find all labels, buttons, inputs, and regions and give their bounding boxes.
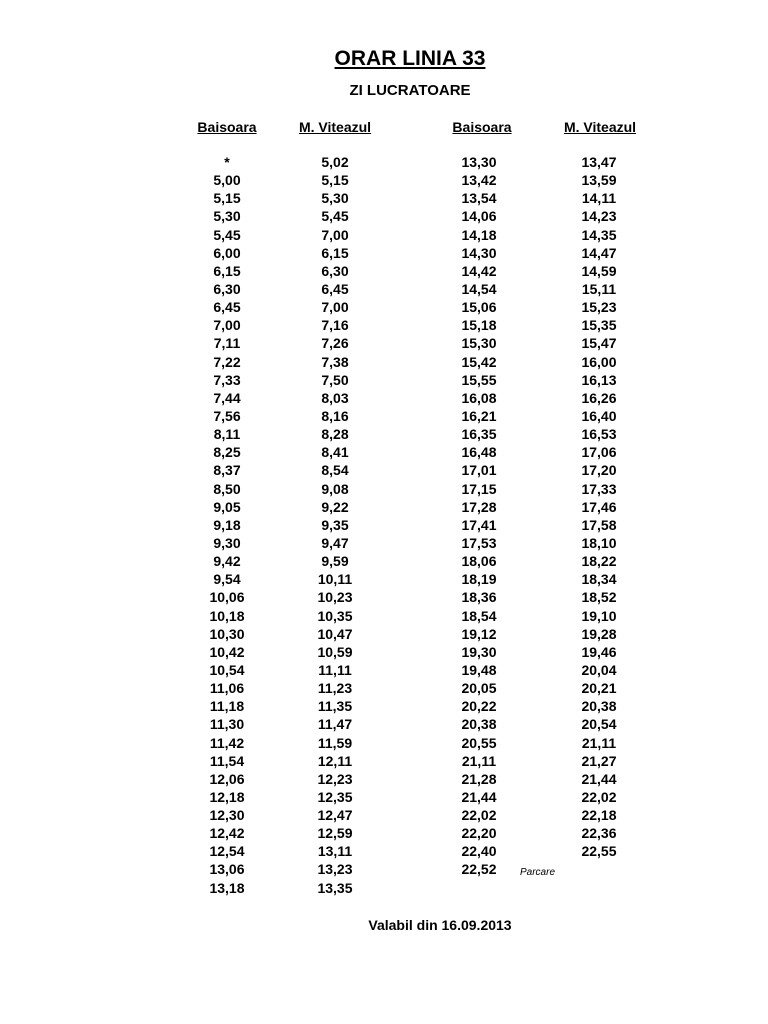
- time-cell: 14,30: [461, 244, 497, 261]
- time-cell: 6,30: [321, 262, 349, 279]
- time-cell: 18,22: [581, 553, 617, 570]
- column-header-baisoara-1: Baisoara: [197, 119, 257, 135]
- time-cell: 16,35: [461, 426, 497, 443]
- page-title: ORAR LINIA 33: [334, 47, 486, 70]
- time-cell: 6,15: [213, 262, 241, 279]
- time-cell: 9,22: [321, 498, 349, 515]
- time-cell: 10,54: [209, 661, 245, 678]
- time-cell: 14,06: [461, 208, 497, 225]
- time-cell: 15,06: [461, 299, 497, 316]
- timetable-column-viteazul-2: [549, 153, 649, 860]
- time-cell: 5,02: [321, 154, 349, 170]
- time-cell: 14,54: [461, 280, 497, 297]
- time-cell: 19,12: [461, 625, 497, 642]
- time-cell: 10,35: [317, 607, 353, 624]
- time-cell: 16,21: [461, 407, 497, 424]
- time-cell: 15,42: [461, 353, 497, 370]
- time-cell: 15,55: [461, 371, 497, 388]
- time-cell: 15,35: [581, 317, 617, 334]
- time-cell: 22,40: [461, 843, 497, 860]
- time-cell: 13,35: [317, 879, 353, 896]
- time-cell: 17,06: [581, 444, 617, 461]
- time-cell: 10,18: [209, 607, 245, 624]
- time-cell: 18,34: [581, 571, 617, 588]
- time-cell: 14,47: [581, 244, 617, 261]
- time-cell: 17,46: [581, 498, 617, 515]
- time-cell: 11,54: [209, 752, 245, 769]
- time-cell: 7,11: [213, 335, 241, 352]
- time-cell: 12,18: [209, 788, 245, 805]
- time-cell: 7,00: [321, 226, 349, 243]
- time-cell: 8,11: [213, 426, 241, 443]
- time-cell: 9,18: [213, 516, 241, 533]
- time-cell: 9,30: [213, 534, 241, 551]
- time-cell: 17,53: [461, 534, 497, 551]
- time-cell: 11,23: [317, 680, 353, 697]
- time-cell: 7,00: [213, 317, 241, 334]
- validity-footer: Valabil din 16.09.2013: [368, 917, 512, 933]
- time-cell: 8,41: [321, 444, 349, 461]
- time-cell: 5,30: [213, 208, 241, 225]
- time-cell: 8,28: [321, 426, 349, 443]
- time-cell: 7,50: [321, 371, 349, 388]
- time-cell: 17,58: [581, 516, 617, 533]
- time-cell: 5,45: [213, 226, 241, 243]
- time-cell: 22,55: [581, 843, 617, 860]
- time-cell: 17,41: [461, 516, 497, 533]
- time-cell: 22,20: [461, 825, 497, 842]
- time-cell: 6,45: [213, 299, 241, 316]
- time-cell: 14,11: [581, 190, 617, 207]
- time-cell: 16,53: [581, 426, 617, 443]
- time-cell: 18,54: [461, 607, 497, 624]
- time-cell: 9,08: [321, 480, 349, 497]
- time-cell: 14,35: [581, 226, 617, 243]
- time-cell: 11,11: [318, 661, 352, 678]
- time-cell: 9,47: [321, 534, 349, 551]
- time-cell: 6,30: [213, 280, 241, 297]
- time-cell: 9,54: [213, 571, 241, 588]
- time-cell: 8,03: [321, 389, 349, 406]
- time-cell: 12,30: [209, 807, 245, 824]
- time-cell: 13,47: [581, 154, 617, 170]
- time-cell: 12,42: [209, 825, 245, 842]
- time-cell: 21,11: [581, 734, 617, 751]
- time-cell: 17,20: [581, 462, 617, 479]
- time-cell: 7,44: [213, 389, 241, 406]
- column-header-baisoara-2: Baisoara: [452, 119, 512, 135]
- timetable-column-baisoara-2: [429, 153, 529, 879]
- time-cell: 21,44: [461, 788, 497, 805]
- time-cell: 22,36: [581, 825, 617, 842]
- time-cell: 13,59: [581, 172, 617, 189]
- timetable-column-viteazul-1: [285, 153, 385, 897]
- time-cell: 17,01: [461, 462, 497, 479]
- time-cell: 6,15: [321, 244, 349, 261]
- time-cell: 20,04: [581, 661, 617, 678]
- time-cell: 20,21: [581, 680, 617, 697]
- time-cell: 15,47: [581, 335, 617, 352]
- page-subtitle: ZI LUCRATOARE: [349, 82, 471, 99]
- time-cell: 17,33: [581, 480, 617, 497]
- time-cell: 5,45: [321, 208, 349, 225]
- time-cell: 8,50: [213, 480, 241, 497]
- column-header-viteazul-2: M. Viteazul: [563, 119, 637, 135]
- time-cell: 19,10: [581, 607, 617, 624]
- time-cell: 8,25: [213, 444, 241, 461]
- time-cell: 11,18: [209, 698, 245, 715]
- time-cell: 11,30: [209, 716, 245, 733]
- time-cell: 12,06: [209, 770, 245, 787]
- time-cell: 16,40: [581, 407, 617, 424]
- time-cell: 16,08: [461, 389, 497, 406]
- time-cell: 5,30: [321, 190, 349, 207]
- time-cell: 12,59: [317, 825, 353, 842]
- time-cell: 18,52: [581, 589, 617, 606]
- time-cell: 12,47: [317, 807, 353, 824]
- time-cell: 13,42: [461, 172, 497, 189]
- time-cell: 12,11: [317, 752, 353, 769]
- time-cell: 14,59: [581, 262, 617, 279]
- time-cell: 5,15: [213, 190, 241, 207]
- time-cell: 9,35: [321, 516, 349, 533]
- time-cell: 22,18: [581, 807, 617, 824]
- time-cell: 20,54: [581, 716, 617, 733]
- time-cell: *: [224, 154, 230, 170]
- time-cell: 17,15: [461, 480, 497, 497]
- time-cell: 19,46: [581, 643, 617, 660]
- time-cell: 16,13: [581, 371, 617, 388]
- time-cell: 15,11: [581, 280, 617, 297]
- time-cell: 11,35: [317, 698, 353, 715]
- time-cell: 20,38: [461, 716, 497, 733]
- time-cell: 11,47: [317, 716, 353, 733]
- time-cell: 13,11: [317, 843, 353, 860]
- time-cell: 13,06: [209, 861, 245, 878]
- time-cell: 13,54: [461, 190, 497, 207]
- time-cell: 10,06: [209, 589, 245, 606]
- time-cell: 18,10: [581, 534, 617, 551]
- time-cell: 19,30: [461, 643, 497, 660]
- time-cell: 16,26: [581, 389, 617, 406]
- time-cell: 10,23: [317, 589, 353, 606]
- time-cell: 11,59: [317, 734, 353, 751]
- time-cell: 8,16: [321, 407, 349, 424]
- time-cell: 8,54: [321, 462, 349, 479]
- time-cell: 12,54: [209, 843, 245, 860]
- time-cell: 6,00: [213, 244, 241, 261]
- time-cell: 16,00: [581, 353, 617, 370]
- time-cell: 22,02: [581, 788, 617, 805]
- time-cell: 20,38: [581, 698, 617, 715]
- time-cell: 15,30: [461, 335, 497, 352]
- time-cell: 11,06: [209, 680, 245, 697]
- time-cell: 5,15: [321, 172, 349, 189]
- time-cell: 19,48: [461, 661, 497, 678]
- time-cell: 10,47: [317, 625, 353, 642]
- time-cell: 7,56: [213, 407, 241, 424]
- time-cell: 12,35: [317, 788, 353, 805]
- time-cell: 22,02: [461, 807, 497, 824]
- time-cell: 13,23: [317, 861, 353, 878]
- time-cell: 10,11: [317, 571, 353, 588]
- timetable-column-baisoara-1: [177, 153, 277, 897]
- time-cell: 17,28: [461, 498, 497, 515]
- column-header-viteazul-1: M. Viteazul: [298, 119, 372, 135]
- time-cell: 15,18: [461, 317, 497, 334]
- time-cell: 15,23: [581, 299, 617, 316]
- time-cell: 7,16: [321, 317, 349, 334]
- time-cell: 21,28: [461, 770, 497, 787]
- time-cell: 14,18: [461, 226, 497, 243]
- time-cell: 22,52: [461, 861, 497, 878]
- time-cell: 7,33: [213, 371, 241, 388]
- time-cell: 13,30: [461, 154, 497, 170]
- time-cell: 7,26: [321, 335, 349, 352]
- time-cell: 10,59: [317, 643, 353, 660]
- time-cell: 21,27: [581, 752, 617, 769]
- time-cell: 20,55: [461, 734, 497, 751]
- time-cell: 9,42: [213, 553, 241, 570]
- time-cell: 21,11: [461, 752, 497, 769]
- time-cell: 16,48: [461, 444, 497, 461]
- time-cell: 7,38: [321, 353, 349, 370]
- time-cell: 20,22: [461, 698, 497, 715]
- time-cell: 14,42: [461, 262, 497, 279]
- time-cell: 7,22: [213, 353, 241, 370]
- time-cell: 10,42: [209, 643, 245, 660]
- parking-note: Parcare: [520, 867, 556, 878]
- time-cell: 9,59: [321, 553, 349, 570]
- time-cell: 7,00: [321, 299, 349, 316]
- time-cell: 11,42: [209, 734, 245, 751]
- time-cell: 10,30: [209, 625, 245, 642]
- time-cell: 12,23: [317, 770, 353, 787]
- time-cell: 8,37: [213, 462, 241, 479]
- time-cell: 5,00: [213, 172, 241, 189]
- time-cell: 18,19: [461, 571, 497, 588]
- time-cell: 9,05: [213, 498, 241, 515]
- time-cell: 14,23: [581, 208, 617, 225]
- time-cell: 6,45: [321, 280, 349, 297]
- time-cell: 20,05: [461, 680, 497, 697]
- time-cell: 21,44: [581, 770, 617, 787]
- time-cell: 19,28: [581, 625, 617, 642]
- time-cell: 18,36: [461, 589, 497, 606]
- time-cell: 13,18: [209, 879, 245, 896]
- time-cell: 18,06: [461, 553, 497, 570]
